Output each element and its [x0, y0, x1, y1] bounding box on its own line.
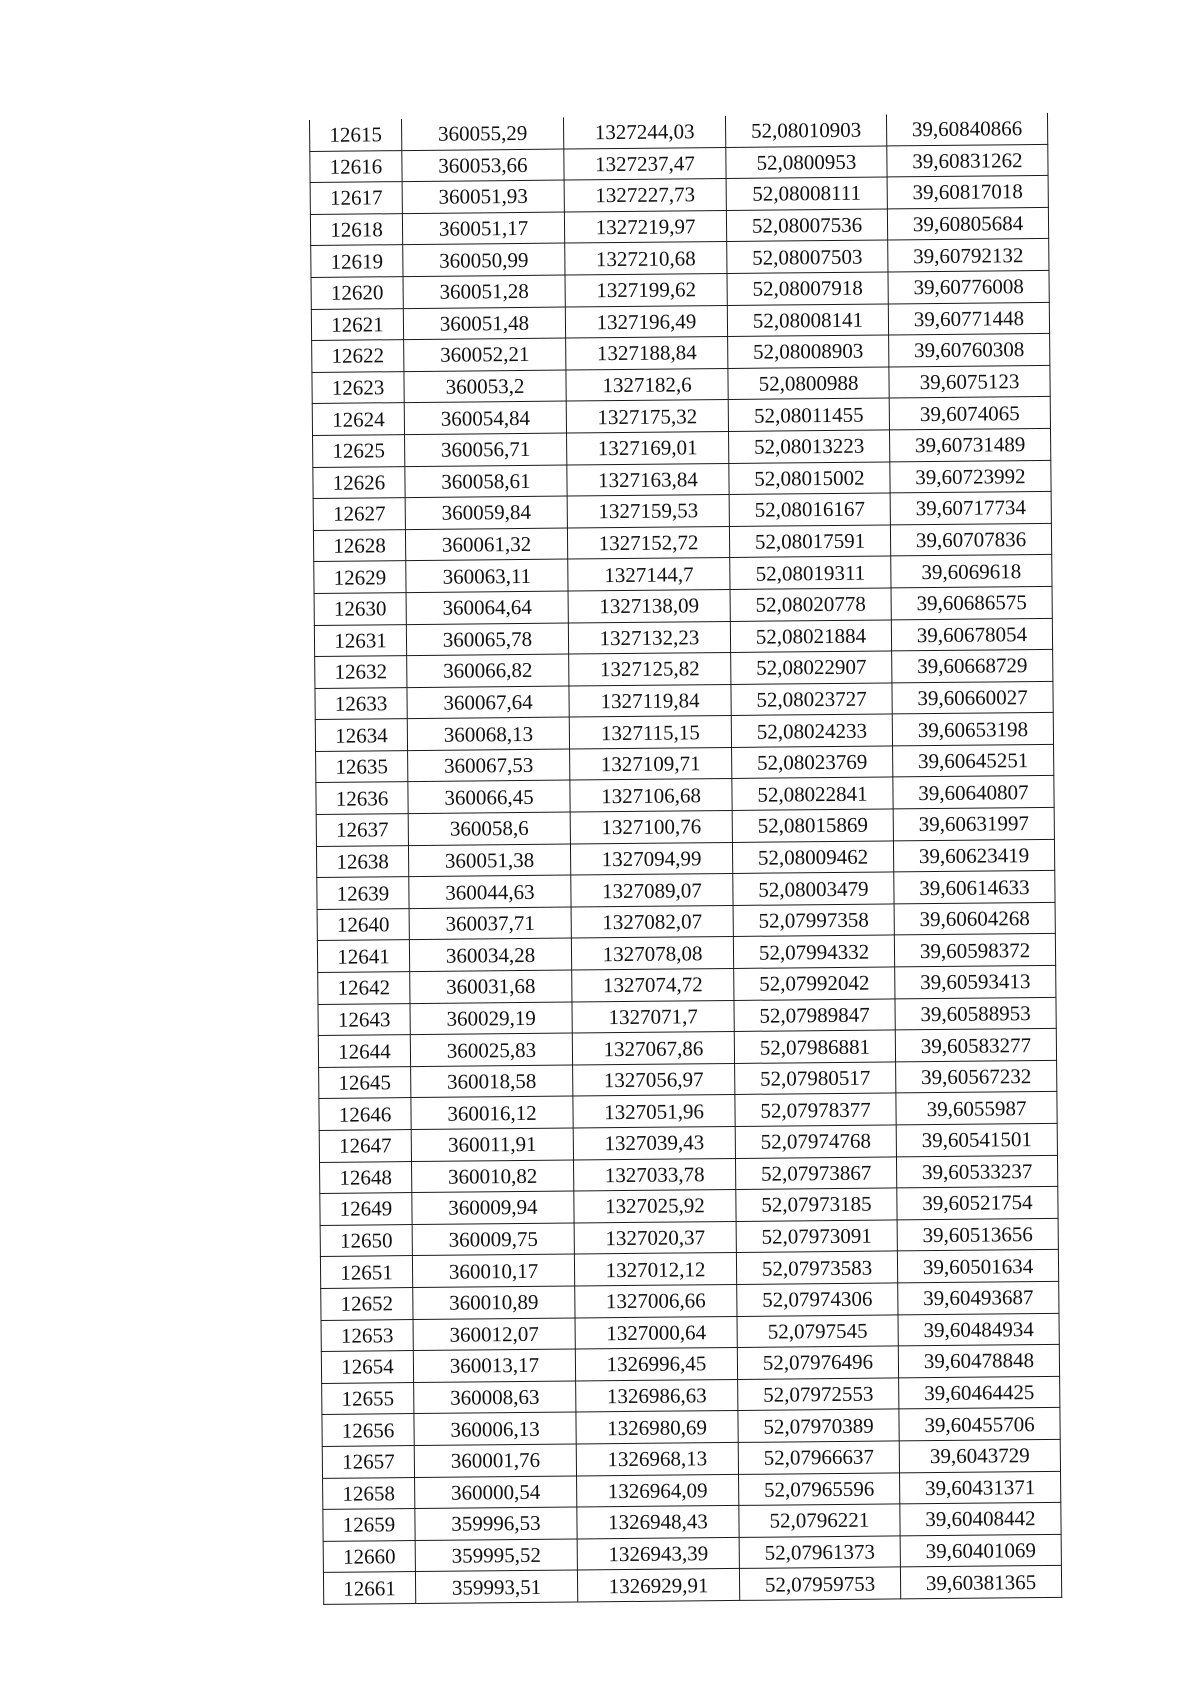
longitude-cell: 39,60805684 — [887, 207, 1048, 240]
x-coordinate-cell: 360058,61 — [405, 465, 567, 498]
x-coordinate-cell: 359995,52 — [415, 1539, 577, 1572]
longitude-cell: 39,60598372 — [894, 934, 1055, 967]
x-coordinate-cell: 360013,17 — [413, 1349, 575, 1382]
x-coordinate-cell: 360025,83 — [410, 1033, 572, 1066]
y-coordinate-cell: 1327074,72 — [572, 968, 734, 1001]
latitude-cell: 52,07973583 — [736, 1251, 897, 1284]
y-coordinate-cell: 1326948,43 — [577, 1506, 739, 1539]
x-coordinate-cell: 360031,68 — [410, 970, 572, 1003]
x-coordinate-cell: 360001,76 — [414, 1444, 576, 1477]
point-number-cell: 12623 — [312, 371, 404, 403]
y-coordinate-cell: 1327227,73 — [564, 179, 726, 212]
latitude-cell: 52,07973867 — [735, 1157, 896, 1190]
x-coordinate-cell: 360018,58 — [411, 1065, 573, 1098]
latitude-cell: 52,08016167 — [729, 493, 890, 526]
longitude-cell: 39,60653198 — [892, 713, 1053, 746]
x-coordinate-cell: 360055,29 — [401, 118, 563, 151]
y-coordinate-cell: 1327144,7 — [568, 558, 730, 591]
x-coordinate-cell: 360065,78 — [406, 623, 568, 656]
y-coordinate-cell: 1326986,63 — [576, 1379, 738, 1412]
y-coordinate-cell: 1327082,07 — [571, 905, 733, 938]
latitude-cell: 52,08019311 — [730, 556, 891, 589]
point-number-cell: 12644 — [318, 1035, 410, 1067]
latitude-cell: 52,07997358 — [733, 904, 894, 937]
longitude-cell: 39,60776008 — [888, 270, 1049, 303]
longitude-cell: 39,60533237 — [896, 1155, 1057, 1188]
y-coordinate-cell: 1327125,82 — [569, 653, 731, 686]
y-coordinate-cell: 1327033,78 — [573, 1158, 735, 1191]
longitude-cell: 39,60604268 — [894, 902, 1055, 935]
x-coordinate-cell: 360010,82 — [411, 1160, 573, 1193]
point-number-cell: 12637 — [316, 814, 408, 846]
y-coordinate-cell: 1327132,23 — [568, 621, 730, 654]
y-coordinate-cell: 1327244,03 — [563, 116, 725, 149]
point-number-cell: 12641 — [317, 940, 409, 972]
longitude-cell: 39,60731489 — [890, 428, 1051, 461]
x-coordinate-cell: 360044,63 — [409, 875, 571, 908]
point-number-cell: 12617 — [310, 182, 402, 214]
point-number-cell: 12634 — [315, 719, 407, 751]
x-coordinate-cell: 360008,63 — [414, 1381, 576, 1414]
x-coordinate-cell: 360012,07 — [413, 1318, 575, 1351]
longitude-cell: 39,60381365 — [900, 1566, 1061, 1599]
point-number-cell: 12655 — [322, 1382, 414, 1414]
x-coordinate-cell: 360066,45 — [408, 780, 570, 813]
latitude-cell: 52,07978377 — [735, 1093, 896, 1126]
y-coordinate-cell: 1327109,71 — [570, 747, 732, 780]
y-coordinate-cell: 1327159,53 — [567, 495, 729, 528]
x-coordinate-cell: 359996,53 — [415, 1507, 577, 1540]
x-coordinate-cell: 360034,28 — [409, 938, 571, 971]
point-number-cell: 12661 — [323, 1572, 415, 1604]
longitude-cell: 39,60631997 — [893, 807, 1054, 840]
x-coordinate-cell: 360051,17 — [402, 212, 564, 245]
point-number-cell: 12650 — [320, 1224, 412, 1256]
latitude-cell: 52,08003479 — [733, 872, 894, 905]
latitude-cell: 52,08015002 — [729, 461, 890, 494]
y-coordinate-cell: 1327067,86 — [572, 1032, 734, 1065]
longitude-cell: 39,60645251 — [893, 744, 1054, 777]
longitude-cell: 39,60401069 — [900, 1534, 1061, 1567]
longitude-cell: 39,60484934 — [898, 1313, 1059, 1346]
longitude-cell: 39,60408442 — [900, 1502, 1061, 1535]
latitude-cell: 52,07973091 — [736, 1220, 897, 1253]
point-number-cell: 12640 — [317, 908, 409, 940]
longitude-cell: 39,60831262 — [887, 144, 1048, 177]
point-number-cell: 12615 — [309, 119, 401, 151]
y-coordinate-cell: 1327175,32 — [566, 400, 728, 433]
longitude-cell: 39,6055987 — [896, 1092, 1057, 1125]
point-number-cell: 12616 — [310, 150, 402, 182]
latitude-cell: 52,07966637 — [738, 1441, 899, 1474]
point-number-cell: 12653 — [321, 1319, 413, 1351]
y-coordinate-cell: 1327089,07 — [571, 874, 733, 907]
y-coordinate-cell: 1326996,45 — [575, 1348, 737, 1381]
x-coordinate-cell: 360009,75 — [412, 1223, 574, 1256]
y-coordinate-cell: 1327138,09 — [568, 589, 730, 622]
point-number-cell: 12643 — [318, 1003, 410, 1035]
point-number-cell: 12638 — [316, 845, 408, 877]
point-number-cell: 12651 — [320, 1256, 412, 1288]
point-number-cell: 12631 — [314, 624, 406, 656]
x-coordinate-cell: 360016,12 — [411, 1096, 573, 1129]
longitude-cell: 39,60614633 — [894, 871, 1055, 904]
y-coordinate-cell: 1327182,6 — [566, 368, 728, 401]
y-coordinate-cell: 1327169,01 — [567, 431, 729, 464]
x-coordinate-cell: 360010,17 — [412, 1254, 574, 1287]
point-number-cell: 12657 — [322, 1445, 414, 1477]
latitude-cell: 52,08015869 — [732, 809, 893, 842]
point-number-cell: 12621 — [311, 308, 403, 340]
latitude-cell: 52,08022841 — [732, 777, 893, 810]
y-coordinate-cell: 1326964,09 — [577, 1474, 739, 1507]
latitude-cell: 52,08013223 — [729, 430, 890, 463]
latitude-cell: 52,0797545 — [737, 1314, 898, 1347]
latitude-cell: 52,08010903 — [725, 114, 886, 147]
longitude-cell: 39,60792132 — [888, 239, 1049, 272]
x-coordinate-cell: 360067,53 — [408, 749, 570, 782]
longitude-cell: 39,60583277 — [895, 1029, 1056, 1062]
y-coordinate-cell: 1327056,97 — [573, 1063, 735, 1096]
longitude-cell: 39,6074065 — [889, 397, 1050, 430]
point-number-cell: 12660 — [323, 1540, 415, 1572]
point-number-cell: 12633 — [315, 687, 407, 719]
latitude-cell: 52,08011455 — [728, 398, 889, 431]
x-coordinate-cell: 360056,71 — [405, 433, 567, 466]
y-coordinate-cell: 1327006,66 — [575, 1284, 737, 1317]
y-coordinate-cell: 1327078,08 — [571, 937, 733, 970]
y-coordinate-cell: 1327152,72 — [567, 526, 729, 559]
latitude-cell: 52,08023769 — [732, 746, 893, 779]
longitude-cell: 39,60707836 — [890, 523, 1051, 556]
latitude-cell: 52,08021884 — [730, 619, 891, 652]
point-number-cell: 12645 — [319, 1066, 411, 1098]
y-coordinate-cell: 1327094,99 — [570, 842, 732, 875]
y-coordinate-cell: 1327051,96 — [573, 1095, 735, 1128]
longitude-cell: 39,6069618 — [891, 555, 1052, 588]
point-number-cell: 12642 — [318, 972, 410, 1004]
y-coordinate-cell: 1327039,43 — [573, 1126, 735, 1159]
longitude-cell: 39,60513656 — [897, 1218, 1058, 1251]
x-coordinate-cell: 360051,38 — [408, 844, 570, 877]
y-coordinate-cell: 1327020,37 — [574, 1221, 736, 1254]
x-coordinate-cell: 360006,13 — [414, 1412, 576, 1445]
table-row — [323, 1566, 1061, 1605]
y-coordinate-cell: 1327000,64 — [575, 1316, 737, 1349]
longitude-cell: 39,60593413 — [895, 965, 1056, 998]
latitude-cell: 52,07961373 — [739, 1536, 900, 1569]
point-number-cell: 12627 — [313, 498, 405, 530]
latitude-cell: 52,08024233 — [731, 714, 892, 747]
x-coordinate-cell: 360066,82 — [407, 654, 569, 687]
x-coordinate-cell: 360009,94 — [412, 1191, 574, 1224]
x-coordinate-cell: 360052,21 — [404, 338, 566, 371]
point-number-cell: 12648 — [320, 1161, 412, 1193]
longitude-cell: 39,60660027 — [892, 681, 1053, 714]
longitude-cell: 39,6043729 — [899, 1439, 1060, 1472]
longitude-cell: 39,60771448 — [888, 302, 1049, 335]
latitude-cell: 52,07974768 — [735, 1125, 896, 1158]
point-number-cell: 12654 — [321, 1351, 413, 1383]
longitude-cell: 39,60678054 — [891, 618, 1052, 651]
latitude-cell: 52,07994332 — [733, 935, 894, 968]
latitude-cell: 52,07980517 — [735, 1062, 896, 1095]
latitude-cell: 52,07972553 — [738, 1378, 899, 1411]
latitude-cell: 52,0800953 — [726, 146, 887, 179]
longitude-cell: 39,60717734 — [890, 492, 1051, 525]
point-number-cell: 12619 — [311, 245, 403, 277]
y-coordinate-cell: 1327100,76 — [570, 811, 732, 844]
longitude-cell: 39,60760308 — [889, 334, 1050, 367]
longitude-cell: 39,60723992 — [890, 460, 1051, 493]
longitude-cell: 39,60567232 — [896, 1060, 1057, 1093]
y-coordinate-cell: 1327106,68 — [570, 779, 732, 812]
y-coordinate-cell: 1327237,47 — [564, 147, 726, 180]
y-coordinate-cell: 1327025,92 — [574, 1190, 736, 1223]
x-coordinate-cell: 360059,84 — [405, 496, 567, 529]
x-coordinate-cell: 360063,11 — [406, 559, 568, 592]
y-coordinate-cell: 1326980,69 — [576, 1411, 738, 1444]
latitude-cell: 52,07970389 — [738, 1409, 899, 1442]
y-coordinate-cell: 1327219,97 — [564, 210, 726, 243]
point-number-cell: 12639 — [317, 877, 409, 909]
y-coordinate-cell: 1326968,13 — [576, 1442, 738, 1475]
point-number-cell: 12620 — [311, 277, 403, 309]
point-number-cell: 12626 — [313, 466, 405, 498]
x-coordinate-cell: 360068,13 — [407, 717, 569, 750]
latitude-cell: 52,07965596 — [739, 1472, 900, 1505]
x-coordinate-cell: 360064,64 — [406, 591, 568, 624]
latitude-cell: 52,0800988 — [728, 367, 889, 400]
x-coordinate-cell: 360067,64 — [407, 686, 569, 719]
x-coordinate-cell: 359993,51 — [415, 1570, 577, 1603]
x-coordinate-cell: 360051,28 — [403, 275, 565, 308]
point-number-cell: 12625 — [313, 435, 405, 467]
longitude-cell: 39,60478848 — [898, 1345, 1059, 1378]
longitude-cell: 39,60521754 — [897, 1187, 1058, 1220]
latitude-cell: 52,08007918 — [727, 272, 888, 305]
latitude-cell: 52,07992042 — [734, 967, 895, 1000]
point-number-cell: 12649 — [320, 1193, 412, 1225]
point-number-cell: 12632 — [315, 656, 407, 688]
point-number-cell: 12656 — [322, 1414, 414, 1446]
x-coordinate-cell: 360051,48 — [403, 307, 565, 340]
latitude-cell: 52,07989847 — [734, 999, 895, 1032]
y-coordinate-cell: 1327210,68 — [565, 242, 727, 275]
longitude-cell: 39,60686575 — [891, 586, 1052, 619]
y-coordinate-cell: 1327115,15 — [569, 716, 731, 749]
latitude-cell: 52,08009462 — [732, 841, 893, 874]
x-coordinate-cell: 360011,91 — [411, 1128, 573, 1161]
latitude-cell: 52,08007503 — [727, 240, 888, 273]
point-number-cell: 12630 — [314, 592, 406, 624]
x-coordinate-cell: 360051,93 — [402, 180, 564, 213]
coordinates-table-body — [309, 113, 1061, 1604]
point-number-cell: 12652 — [321, 1288, 413, 1320]
longitude-cell: 39,60464425 — [899, 1376, 1060, 1409]
point-number-cell: 12622 — [312, 340, 404, 372]
latitude-cell: 52,07976496 — [737, 1346, 898, 1379]
latitude-cell: 52,08017591 — [729, 525, 890, 558]
latitude-cell: 52,0796221 — [739, 1504, 900, 1537]
longitude-cell: 39,60493687 — [898, 1281, 1059, 1314]
latitude-cell: 52,07974306 — [737, 1283, 898, 1316]
point-number-cell: 12624 — [312, 403, 404, 435]
x-coordinate-cell: 360058,6 — [408, 812, 570, 845]
x-coordinate-cell: 360053,66 — [402, 149, 564, 182]
y-coordinate-cell: 1327012,12 — [574, 1253, 736, 1286]
point-number-cell: 12658 — [323, 1477, 415, 1509]
longitude-cell: 39,60623419 — [893, 839, 1054, 872]
y-coordinate-cell: 1327071,7 — [572, 1000, 734, 1033]
point-number-cell: 12629 — [314, 561, 406, 593]
longitude-cell: 39,60588953 — [895, 997, 1056, 1030]
y-coordinate-cell: 1327188,84 — [566, 337, 728, 370]
point-number-cell: 12635 — [316, 750, 408, 782]
x-coordinate-cell: 360010,89 — [413, 1286, 575, 1319]
longitude-cell: 39,6075123 — [889, 365, 1050, 398]
coordinates-table — [309, 113, 1062, 1605]
latitude-cell: 52,08007536 — [726, 209, 887, 242]
y-coordinate-cell: 1327196,49 — [565, 305, 727, 338]
longitude-cell: 39,60541501 — [896, 1123, 1057, 1156]
latitude-cell: 52,07973185 — [736, 1188, 897, 1221]
x-coordinate-cell: 360053,2 — [404, 370, 566, 403]
latitude-cell: 52,08008141 — [727, 304, 888, 337]
point-number-cell: 12636 — [316, 782, 408, 814]
x-coordinate-cell: 360000,54 — [415, 1476, 577, 1509]
x-coordinate-cell: 360050,99 — [403, 243, 565, 276]
y-coordinate-cell: 1327119,84 — [569, 684, 731, 717]
latitude-cell: 52,08008111 — [726, 177, 887, 210]
latitude-cell: 52,07959753 — [739, 1567, 900, 1600]
latitude-cell: 52,08022907 — [731, 651, 892, 684]
x-coordinate-cell: 360061,32 — [405, 528, 567, 561]
point-number-cell: 12659 — [323, 1509, 415, 1541]
y-coordinate-cell: 1327199,62 — [565, 273, 727, 306]
longitude-cell: 39,60668729 — [892, 649, 1053, 682]
longitude-cell: 39,60455706 — [899, 1408, 1060, 1441]
longitude-cell: 39,60501634 — [897, 1250, 1058, 1283]
point-number-cell: 12646 — [319, 1098, 411, 1130]
longitude-cell: 39,60840866 — [886, 113, 1047, 146]
point-number-cell: 12628 — [313, 529, 405, 561]
point-number-cell: 12647 — [319, 1130, 411, 1162]
longitude-cell: 39,60817018 — [887, 176, 1048, 209]
latitude-cell: 52,08023727 — [731, 683, 892, 716]
y-coordinate-cell: 1326943,39 — [577, 1537, 739, 1570]
y-coordinate-cell: 1326929,91 — [577, 1569, 739, 1602]
latitude-cell: 52,08020778 — [730, 588, 891, 621]
longitude-cell: 39,60431371 — [900, 1471, 1061, 1504]
x-coordinate-cell: 360029,19 — [410, 1002, 572, 1035]
y-coordinate-cell: 1327163,84 — [567, 463, 729, 496]
x-coordinate-cell: 360054,84 — [404, 401, 566, 434]
longitude-cell: 39,60640807 — [893, 776, 1054, 809]
x-coordinate-cell: 360037,71 — [409, 907, 571, 940]
latitude-cell: 52,07986881 — [734, 1030, 895, 1063]
point-number-cell: 12618 — [310, 213, 402, 245]
latitude-cell: 52,08008903 — [728, 335, 889, 368]
